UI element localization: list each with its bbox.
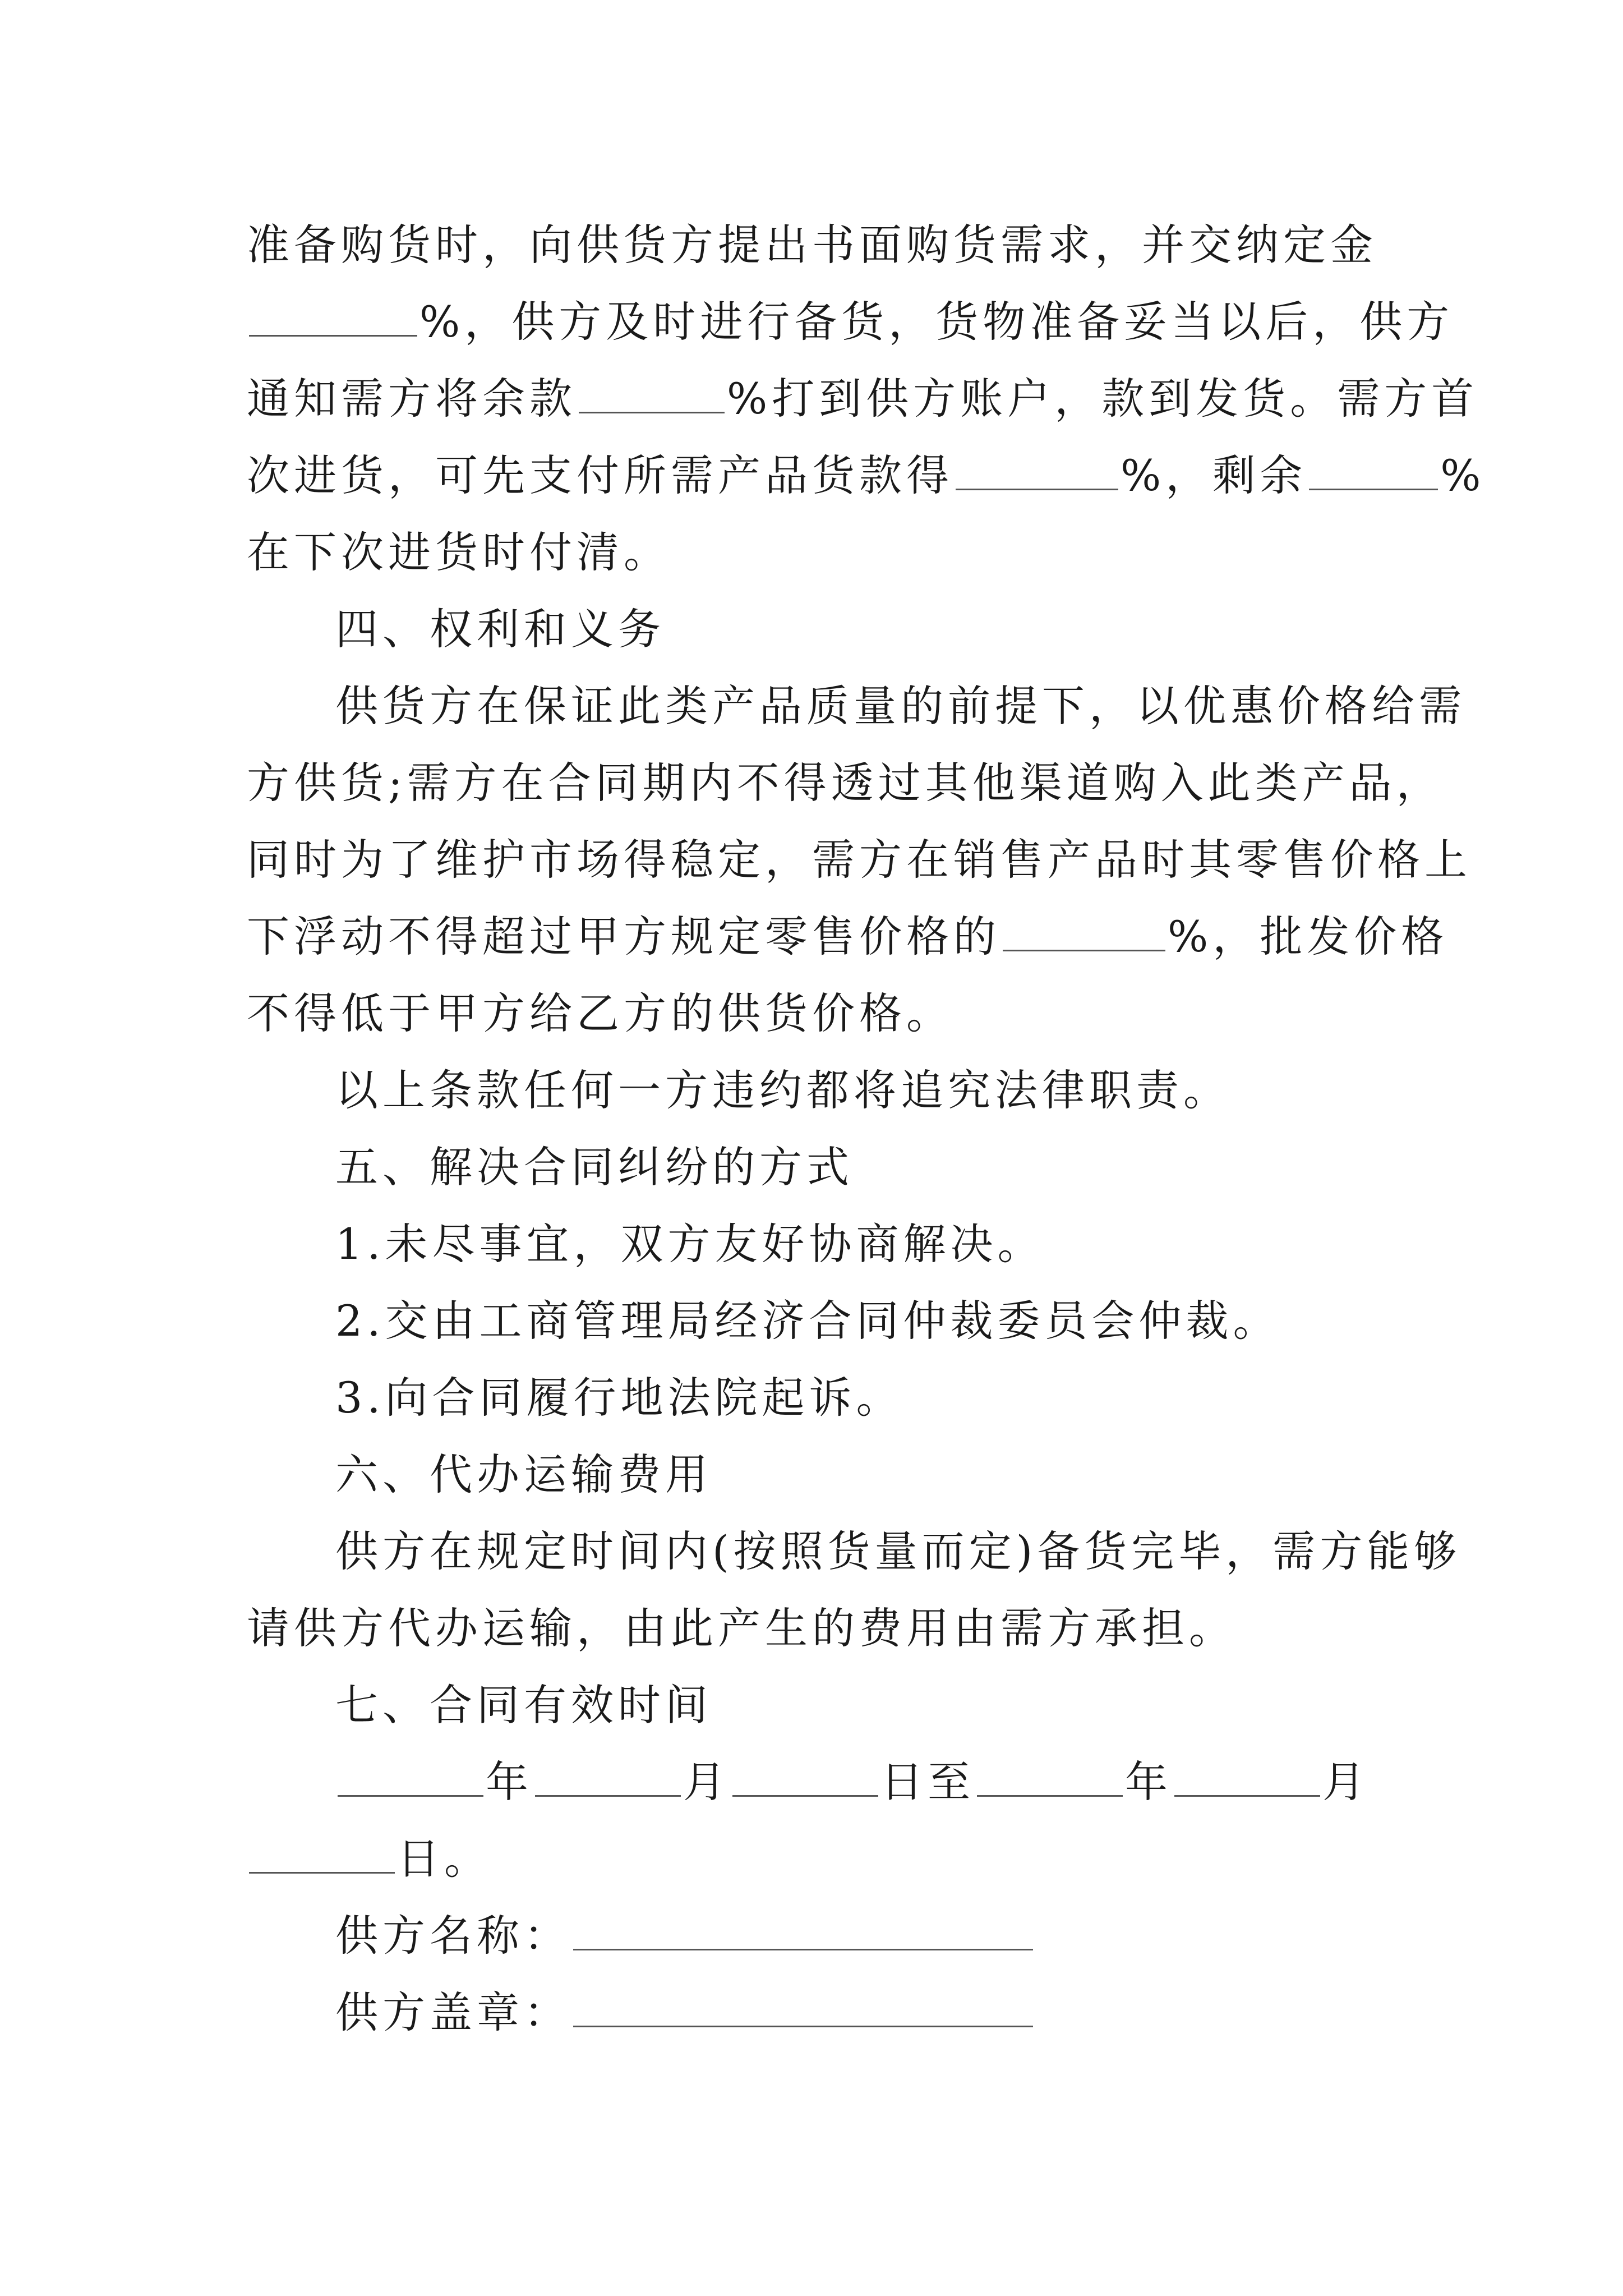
heading-text: 五、解决合同纠纷的方式 (335, 1142, 854, 1192)
paragraph-line (247, 975, 1396, 1052)
start-day-blank[interactable] (732, 1761, 878, 1797)
list-item-text: 2.交由工商管理局经济合同仲裁委员会仲裁。 (335, 1296, 1280, 1346)
paragraph-line (247, 898, 1449, 975)
paragraph-line (247, 668, 1466, 744)
text-segment: 次进货，可先支付所需产品货款得 (247, 450, 953, 500)
text-segment: 月 (683, 1757, 730, 1807)
text-segment: 年 (486, 1757, 533, 1807)
paragraph-line (247, 744, 1444, 821)
section-heading (247, 1129, 1396, 1205)
first-payment-percent-blank[interactable] (956, 455, 1118, 490)
list-item-text: 1.未尽事宜，双方友好协商解决。 (335, 1219, 1045, 1269)
paragraph-line (247, 206, 1396, 283)
paragraph-line (247, 1052, 1396, 1129)
signature-line (247, 1897, 1396, 1974)
text-segment: 以上条款任何一方违约都将追究法律职责。 (335, 1065, 1230, 1115)
text-segment: %，批发价格 (1168, 912, 1449, 961)
text-segment: %，剩余 (1121, 450, 1307, 500)
section-heading (247, 591, 1396, 668)
text-segment: 供方在规定时间内(按照货量而定)备货完毕，需方能够 (335, 1526, 1461, 1576)
end-day-blank[interactable] (249, 1838, 395, 1874)
heading-text: 六、代办运输费用 (335, 1450, 712, 1499)
paragraph-line (247, 1513, 1461, 1590)
list-item (247, 1359, 1396, 1436)
text-segment: 方供货;需方在合同期内不得透过其他渠道购入此类产品， (247, 758, 1444, 808)
supplier-seal-label: 供方盖章： (335, 1987, 571, 2037)
start-month-blank[interactable] (535, 1761, 681, 1797)
text-segment: %，供方及时进行备货，货物准备妥当以后，供方 (419, 297, 1454, 347)
text-segment: 准备购货时，向供货方提出书面购货需求，并交纳定金 (247, 220, 1377, 270)
paragraph-line (247, 1590, 1396, 1667)
list-item-text: 3.向合同履行地法院起诉。 (335, 1373, 903, 1423)
text-segment: 在下次进货时付清。 (247, 527, 671, 577)
date-range-line (247, 1743, 1396, 1820)
text-segment: 月 (1322, 1757, 1370, 1807)
text-segment: 日。 (397, 1834, 491, 1884)
paragraph-line (247, 514, 1396, 591)
text-segment: 不得低于甲方给乙方的供货价格。 (247, 988, 953, 1038)
text-segment: % (1440, 450, 1486, 500)
text-segment: 下浮动不得超过甲方规定零售价格的 (247, 912, 1000, 961)
paragraph-line (247, 437, 1486, 514)
supplier-name-label: 供方名称： (335, 1911, 571, 1961)
text-segment: 日至 (880, 1757, 975, 1807)
end-month-blank[interactable] (1174, 1761, 1320, 1797)
remaining-percent-blank[interactable] (1309, 455, 1438, 490)
heading-text: 四、权利和义务 (335, 604, 665, 654)
contract-text (247, 206, 1486, 2051)
supplier-name-blank[interactable] (573, 1915, 1033, 1950)
text-segment: 年 (1125, 1757, 1172, 1807)
text-segment: 同时为了维护市场得稳定，需方在销售产品时其零售价格上 (247, 835, 1472, 885)
balance-percent-blank[interactable] (579, 378, 725, 413)
heading-text: 七、合同有效时间 (335, 1680, 712, 1730)
section-heading (247, 1667, 1396, 1743)
text-segment: 供货方在保证此类产品质量的前提下，以优惠价格给需 (335, 681, 1466, 731)
supplier-seal-blank[interactable] (573, 1992, 1033, 2027)
text-segment: 通知需方将余款 (247, 374, 577, 424)
section-heading (247, 1436, 1396, 1513)
paragraph-line (247, 821, 1472, 898)
text-segment: %打到供方账户，款到发货。需方首 (727, 374, 1479, 424)
list-item (247, 1282, 1396, 1359)
paragraph-line (247, 360, 1479, 437)
start-year-blank[interactable] (338, 1761, 483, 1797)
retail-float-percent-blank[interactable] (1003, 916, 1165, 951)
paragraph-line (247, 283, 1454, 360)
date-range-line (247, 1820, 1396, 1897)
text-segment: 请供方代办运输，由此产生的费用由需方承担。 (247, 1603, 1236, 1653)
end-year-blank[interactable] (977, 1761, 1123, 1797)
list-item (247, 1205, 1396, 1282)
deposit-percent-blank[interactable] (249, 301, 417, 337)
signature-line (247, 1974, 1396, 2051)
